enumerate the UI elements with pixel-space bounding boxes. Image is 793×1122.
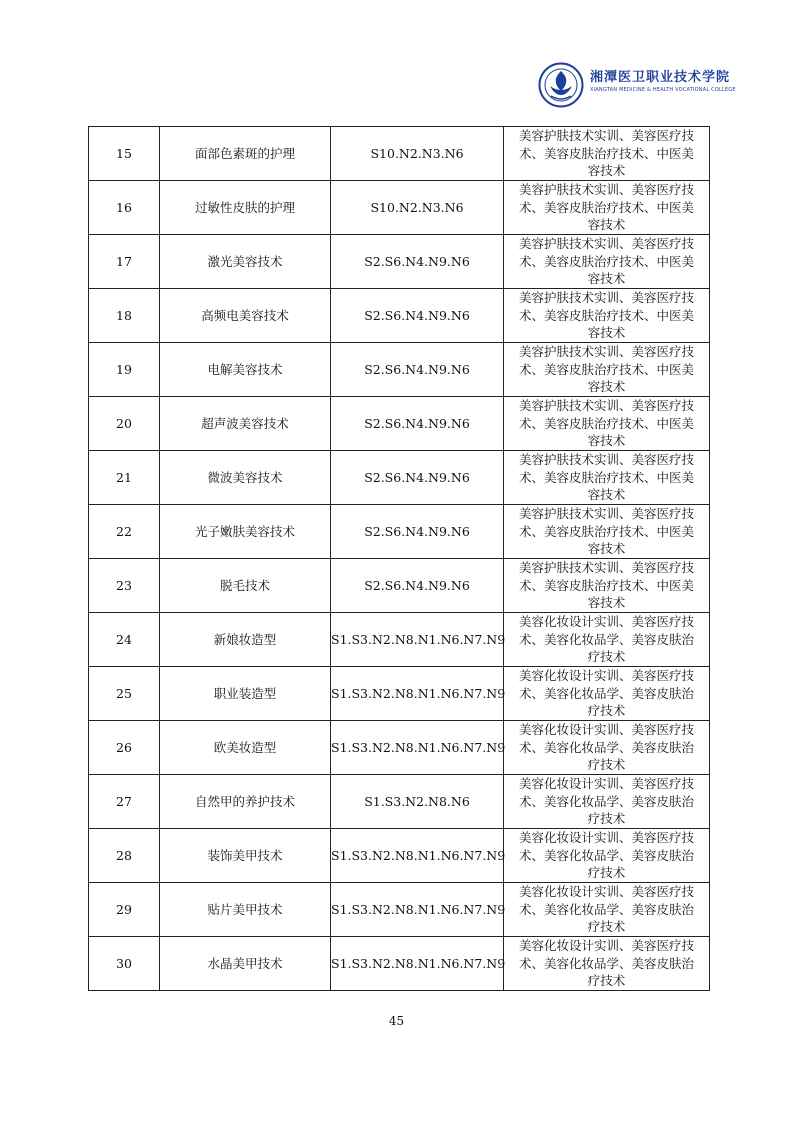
ability-code: S2.S6.N4.N9.N6 [331, 505, 504, 559]
ability-code: S1.S3.N2.N8.N1.N6.N7.N9 [331, 721, 504, 775]
course-line: 美容护肤技术实训、美容医疗技 [518, 182, 694, 198]
project-name: 装饰美甲技术 [160, 829, 331, 883]
table-row [89, 775, 710, 829]
course-line: 美容化妆设计实训、美容医疗技 [518, 938, 694, 954]
project-name: 电解美容技术 [160, 343, 331, 397]
table-row [89, 505, 710, 559]
row-number: 17 [89, 235, 160, 289]
course-line: 术、美容化妆品学、美容皮肤治 [518, 847, 694, 863]
related-courses [504, 613, 710, 667]
course-line: 疗技术 [587, 919, 626, 935]
course-line: 术、美容化妆品学、美容皮肤治 [518, 631, 694, 647]
row-number: 30 [89, 937, 160, 991]
table-row [89, 829, 710, 883]
course-line: 疗技术 [587, 649, 626, 665]
project-name: 水晶美甲技术 [160, 937, 331, 991]
related-courses [504, 775, 710, 829]
row-number: 15 [89, 127, 160, 181]
related-courses [504, 883, 710, 937]
project-name: 自然甲的养护技术 [160, 775, 331, 829]
course-line: 美容化妆设计实训、美容医疗技 [518, 668, 694, 684]
row-number: 20 [89, 397, 160, 451]
college-logo [538, 62, 736, 110]
ability-code: S10.N2.N3.N6 [331, 127, 504, 181]
project-name: 面部色素斑的护理 [160, 127, 331, 181]
related-courses [504, 397, 710, 451]
ability-code: S1.S3.N2.N8.N6 [331, 775, 504, 829]
course-line: 美容化妆设计实训、美容医疗技 [518, 884, 694, 900]
table-row [89, 451, 710, 505]
college-emblem-icon [538, 62, 584, 108]
table-row [89, 397, 710, 451]
course-line: 疗技术 [587, 973, 626, 989]
course-line: 术、美容化妆品学、美容皮肤治 [518, 685, 694, 701]
course-line: 容技术 [587, 433, 626, 449]
course-line: 术、美容化妆品学、美容皮肤治 [518, 739, 694, 755]
row-number: 29 [89, 883, 160, 937]
table-row [89, 289, 710, 343]
row-number: 27 [89, 775, 160, 829]
course-line: 美容护肤技术实训、美容医疗技 [518, 236, 694, 252]
table-row [89, 235, 710, 289]
course-line: 术、美容皮肤治疗技术、中医美 [518, 199, 694, 215]
related-courses [504, 127, 710, 181]
related-courses [504, 559, 710, 613]
course-line: 术、美容皮肤治疗技术、中医美 [518, 577, 694, 593]
page-number: 45 [388, 1014, 405, 1028]
row-number: 28 [89, 829, 160, 883]
project-name: 贴片美甲技术 [160, 883, 331, 937]
course-line: 美容护肤技术实训、美容医疗技 [518, 344, 694, 360]
row-number: 22 [89, 505, 160, 559]
course-line: 疗技术 [587, 703, 626, 719]
related-courses [504, 181, 710, 235]
course-line: 容技术 [587, 595, 626, 611]
course-table [88, 126, 710, 991]
course-line: 美容化妆设计实训、美容医疗技 [518, 722, 694, 738]
ability-code: S1.S3.N2.N8.N1.N6.N7.N9 [331, 667, 504, 721]
course-line: 术、美容化妆品学、美容皮肤治 [518, 793, 694, 809]
course-line: 术、美容皮肤治疗技术、中医美 [518, 523, 694, 539]
related-courses [504, 829, 710, 883]
course-line: 美容化妆设计实训、美容医疗技 [518, 614, 694, 630]
related-courses [504, 721, 710, 775]
course-line: 疗技术 [587, 811, 626, 827]
row-number: 21 [89, 451, 160, 505]
course-line: 美容化妆设计实训、美容医疗技 [518, 830, 694, 846]
row-number: 19 [89, 343, 160, 397]
table-row [89, 613, 710, 667]
project-name: 激光美容技术 [160, 235, 331, 289]
course-line: 术、美容皮肤治疗技术、中医美 [518, 415, 694, 431]
ability-code: S2.S6.N4.N9.N6 [331, 343, 504, 397]
project-name: 微波美容技术 [160, 451, 331, 505]
table-row [89, 181, 710, 235]
row-number: 25 [89, 667, 160, 721]
related-courses [504, 235, 710, 289]
project-name: 高频电美容技术 [160, 289, 331, 343]
course-line: 容技术 [587, 379, 626, 395]
course-line: 术、美容皮肤治疗技术、中医美 [518, 145, 694, 161]
row-number: 16 [89, 181, 160, 235]
table-row [89, 559, 710, 613]
course-line: 美容护肤技术实训、美容医疗技 [518, 560, 694, 576]
course-line: 术、美容皮肤治疗技术、中医美 [518, 361, 694, 377]
course-line: 美容护肤技术实训、美容医疗技 [518, 128, 694, 144]
course-line: 容技术 [587, 163, 626, 179]
related-courses [504, 343, 710, 397]
project-name: 脱毛技术 [160, 559, 331, 613]
course-line: 容技术 [587, 325, 626, 341]
table-row [89, 937, 710, 991]
ability-code: S2.S6.N4.N9.N6 [331, 235, 504, 289]
course-line: 术、美容化妆品学、美容皮肤治 [518, 955, 694, 971]
course-line: 疗技术 [587, 757, 626, 773]
ability-code: S2.S6.N4.N9.N6 [331, 289, 504, 343]
related-courses [504, 505, 710, 559]
college-name-en: XIANGTAN MEDICINE & HEALTH VOCATIONAL COLLEGE [590, 87, 736, 93]
college-name: 湘潭医卫职业技术学院 [590, 70, 731, 85]
course-line: 美容护肤技术实训、美容医疗技 [518, 290, 694, 306]
course-line: 美容护肤技术实训、美容医疗技 [518, 452, 694, 468]
project-name: 过敏性皮肤的护理 [160, 181, 331, 235]
project-name: 欧美妆造型 [160, 721, 331, 775]
related-courses [504, 937, 710, 991]
ability-code: S1.S3.N2.N8.N1.N6.N7.N9 [331, 883, 504, 937]
course-line: 术、美容皮肤治疗技术、中医美 [518, 469, 694, 485]
ability-code: S10.N2.N3.N6 [331, 181, 504, 235]
project-name: 职业装造型 [160, 667, 331, 721]
table-row [89, 667, 710, 721]
course-line: 美容护肤技术实训、美容医疗技 [518, 398, 694, 414]
course-line: 容技术 [587, 217, 626, 233]
ability-code: S1.S3.N2.N8.N1.N6.N7.N9 [331, 937, 504, 991]
table-row [89, 127, 710, 181]
related-courses [504, 451, 710, 505]
ability-code: S2.S6.N4.N9.N6 [331, 559, 504, 613]
course-line: 术、美容皮肤治疗技术、中医美 [518, 253, 694, 269]
related-courses [504, 667, 710, 721]
course-line: 术、美容化妆品学、美容皮肤治 [518, 901, 694, 917]
related-courses [504, 289, 710, 343]
project-name: 超声波美容技术 [160, 397, 331, 451]
course-line: 容技术 [587, 271, 626, 287]
row-number: 18 [89, 289, 160, 343]
course-table-body [89, 127, 710, 991]
course-line: 容技术 [587, 487, 626, 503]
table-row [89, 721, 710, 775]
course-line: 美容护肤技术实训、美容医疗技 [518, 506, 694, 522]
course-line: 容技术 [587, 541, 626, 557]
table-row [89, 883, 710, 937]
ability-code: S1.S3.N2.N8.N1.N6.N7.N9 [331, 613, 504, 667]
project-name: 光子嫩肤美容技术 [160, 505, 331, 559]
row-number: 24 [89, 613, 160, 667]
ability-code: S1.S3.N2.N8.N1.N6.N7.N9 [331, 829, 504, 883]
row-number: 26 [89, 721, 160, 775]
course-line: 疗技术 [587, 865, 626, 881]
row-number: 23 [89, 559, 160, 613]
course-line: 美容化妆设计实训、美容医疗技 [518, 776, 694, 792]
course-line: 术、美容皮肤治疗技术、中医美 [518, 307, 694, 323]
table-row [89, 343, 710, 397]
project-name: 新娘妆造型 [160, 613, 331, 667]
ability-code: S2.S6.N4.N9.N6 [331, 451, 504, 505]
ability-code: S2.S6.N4.N9.N6 [331, 397, 504, 451]
